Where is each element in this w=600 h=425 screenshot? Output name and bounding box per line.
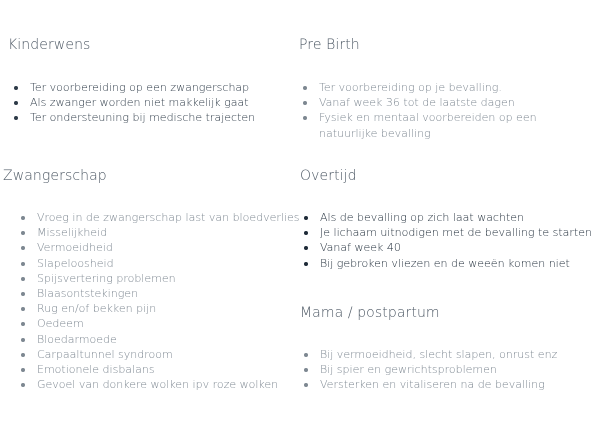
list-item [300, 210, 592, 225]
list-item-text: Spijsvertering problemen [37, 271, 176, 285]
bullet-icon [304, 231, 308, 235]
list-item-text: Carpaaltunnel syndroom [37, 347, 173, 361]
section-title: Overtijd [300, 168, 357, 184]
section-pre-birth [299, 37, 594, 140]
bullet-icon [14, 86, 18, 90]
section-zwangerschap [3, 168, 300, 392]
bullet-icon [303, 101, 307, 105]
bullet-icon [21, 292, 25, 296]
bullet-icon [304, 262, 308, 266]
list-item [299, 110, 591, 140]
list-item-text: Vanaf week 40 [320, 241, 401, 255]
bullet-icon [303, 86, 307, 90]
bullet-icon [304, 368, 308, 372]
list-item [299, 95, 591, 110]
bullet-icon [304, 246, 308, 250]
bullet-list [300, 347, 557, 393]
bullet-icon [21, 277, 25, 281]
list-item-text: Als zwanger worden niet makkelijk gaat [30, 96, 249, 110]
section-title: Zwangerschap [3, 168, 107, 184]
list-item [17, 316, 300, 331]
bullet-icon [14, 101, 18, 105]
list-item [17, 210, 300, 225]
list-item [17, 225, 300, 240]
bullet-icon [21, 246, 25, 250]
list-item-text: Slapeloosheid [37, 256, 114, 270]
list-item-text: Gevoel van donkere wolken ipv roze wolken [37, 378, 279, 392]
list-item [10, 80, 255, 95]
bullet-icon [303, 116, 307, 120]
bullet-list [300, 210, 592, 271]
list-item [300, 377, 557, 392]
list-item-text: Bij gebroken vliezen en de weeën komen niet [320, 256, 570, 270]
bullet-icon [21, 338, 25, 342]
list-item [300, 225, 592, 240]
list-item [17, 256, 300, 271]
list-item-text: Misselijkheid [37, 226, 108, 240]
section-mama-postpartum [300, 305, 595, 392]
bullet-icon [21, 383, 25, 387]
list-item [17, 271, 300, 286]
bullet-icon [304, 383, 308, 387]
list-item [17, 377, 300, 392]
list-item [17, 332, 300, 347]
list-item-text: Vermoeidheid [37, 241, 113, 255]
bullet-icon [14, 116, 18, 120]
list-item [17, 301, 300, 316]
bullet-icon [21, 353, 25, 357]
bullet-icon [21, 231, 25, 235]
bullet-icon [304, 216, 308, 220]
list-item [300, 240, 592, 255]
section-title: Pre Birth [299, 37, 360, 53]
bullet-icon [21, 322, 25, 326]
section-kinderwens [8, 37, 288, 125]
bullet-icon [21, 368, 25, 372]
list-item-text: Fysiek en mentaal voorbereiden op een natuurlijke bevalling [319, 111, 537, 140]
bullet-list [17, 210, 300, 392]
list-item [300, 256, 592, 271]
bullet-icon [21, 216, 25, 220]
list-item [10, 110, 255, 125]
section-title: Kinderwens [8, 37, 91, 53]
bullet-icon [21, 262, 25, 266]
bullet-list [10, 80, 255, 126]
list-item-text: Ter ondersteuning bij medische trajecten [30, 111, 256, 125]
section-title: Mama / postpartum [300, 305, 440, 321]
list-item-text: Je lichaam uitnodigen met de bevalling te starten [320, 226, 592, 240]
list-item [17, 362, 300, 377]
list-item-text: Bij spier en gewrichtsproblemen [320, 363, 497, 377]
list-item-text: Bloedarmoede [37, 332, 117, 346]
bullet-list [299, 80, 591, 141]
list-item-text: Oedeem [37, 317, 84, 331]
list-item-text: Vanaf week 36 tot de laatste dagen [319, 96, 515, 110]
bullet-icon [304, 353, 308, 357]
list-item-text: Ter voorbereiding op je bevalling. [319, 81, 502, 94]
list-item [17, 240, 300, 255]
list-item [300, 347, 557, 362]
list-item-text: Rug en/of bekken pijn [37, 302, 157, 316]
list-item [300, 362, 557, 377]
list-item [17, 286, 300, 301]
list-item-text: Versterken en vitaliseren na de bevalling [320, 378, 545, 392]
bullet-icon [21, 307, 25, 311]
list-item-text: Blaasontstekingen [37, 287, 139, 301]
list-item-text: Ter voorbereiding op een zwangerschap [30, 81, 250, 94]
list-item [17, 347, 300, 362]
list-item-text: Bij vermoeidheid, slecht slapen, onrust enz [320, 348, 558, 361]
list-item-text: Als de bevalling op zich laat wachten [320, 211, 525, 224]
list-item [10, 95, 255, 110]
list-item-text: Emotionele disbalans [37, 363, 155, 377]
list-item-text: Vroeg in de zwangerschap last van bloedverlies [37, 211, 300, 224]
list-item [299, 80, 591, 95]
section-overtijd [300, 168, 595, 270]
